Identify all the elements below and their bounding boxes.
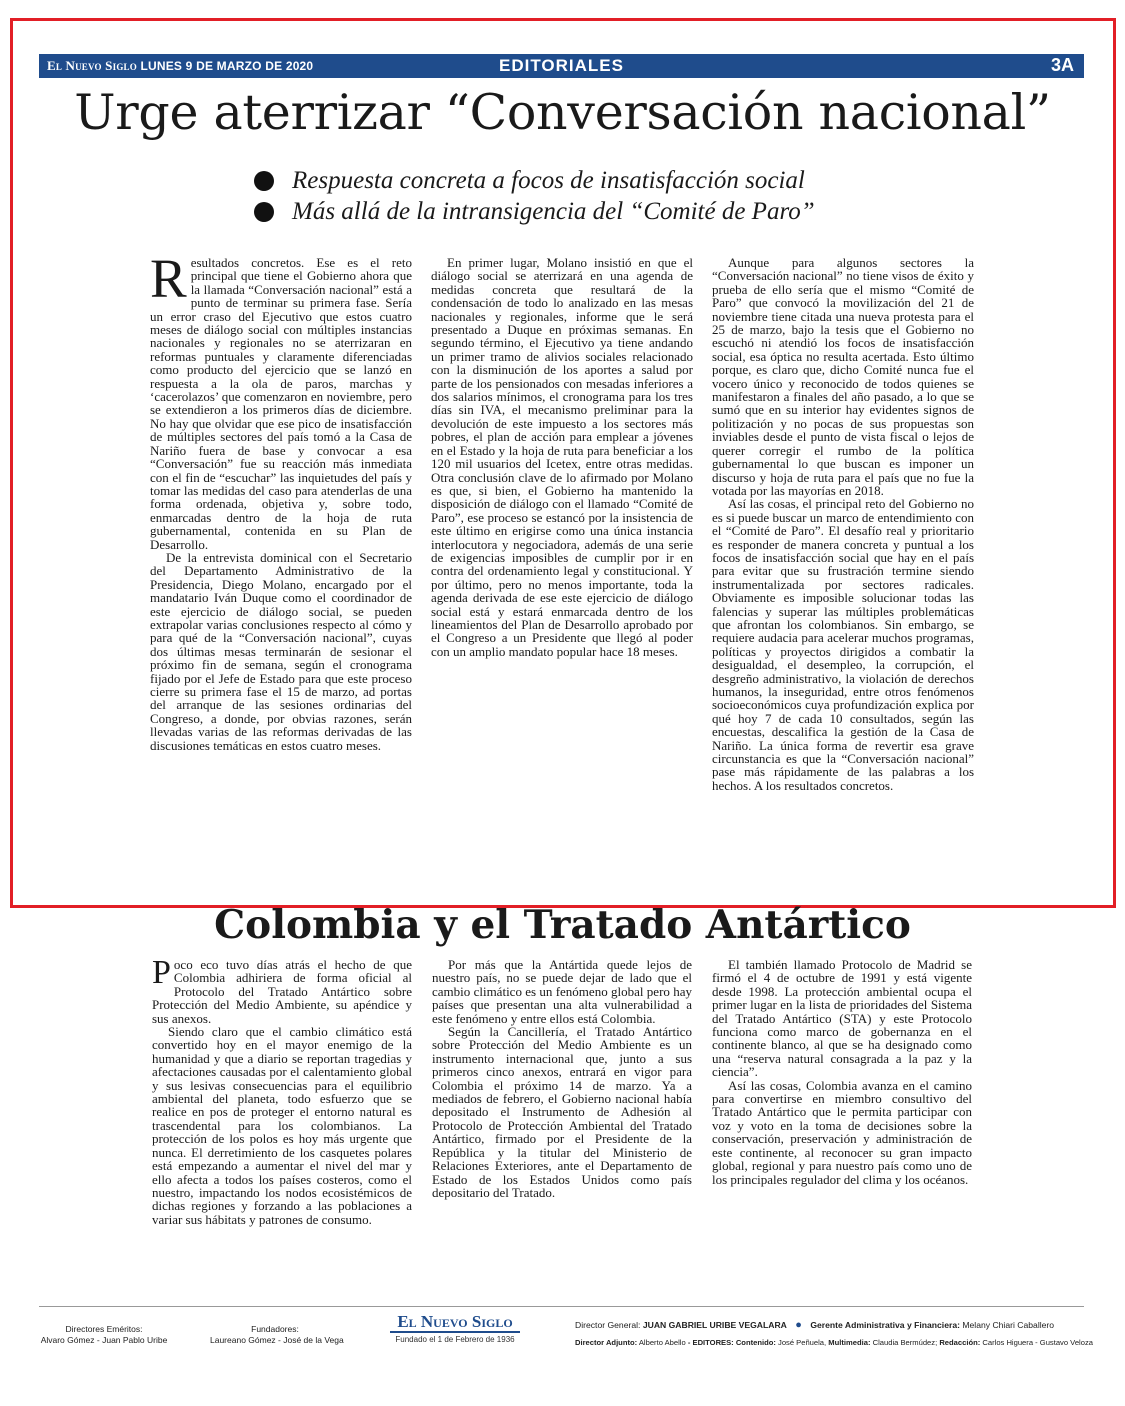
- multimedia-label: Multimedia:: [828, 1338, 871, 1347]
- editores-contenido: José Peñuela,: [778, 1338, 827, 1347]
- emeritos-label: Directores Eméritos:: [65, 1324, 143, 1334]
- fundadores-label: Fundadores:: [251, 1324, 299, 1334]
- paragraph-text: esultados concretos. Ese es el reto principal que tiene el Gobierno ahora que la llamada “Conversación nacional” está a punto de terminar su primera fase. Sería un error craso del Ejecutivo que estos cuatro meses de diálogo social con múltiples instancias nacionales y regionales no se aterrizaran en reformas puntuales y claramente diferenciadas como producto del ejercicio que se lanzó en respuesta a la ola de paros, marchas y ‘cacerolazos’ que comenzaron en noviembre, pero se extendieron a los primeros días de diciembre. No hay que olvidar que ese pico de insatisfacción de múltiples sectores del país tomó a la Casa de Nariño fuera de base y convocar a esa “Conversación” fue su reacción más inmediata con el fin de “escuchar” las inquietudes del país y tomar las medidas del caso para atenderlas de una forma ordenada, objetiva y, sobre todo, enmarcadas dentro de la hoja de ruta gubernamental, contenida en su Plan de Desarrollo.: [150, 255, 412, 552]
- masthead-date: LUNES 9 DE MARZO DE 2020: [140, 59, 314, 73]
- footer-rule: [39, 1306, 1084, 1307]
- redaccion-names: Carlos Higuera - Gustavo Veloza: [982, 1338, 1093, 1347]
- fundadores-names: Laureano Gómez - José de la Vega: [210, 1335, 344, 1345]
- staff-line-2: [575, 1334, 1093, 1351]
- paragraph: En primer lugar, Molano insistió en que el diálogo social se aterrizará en una agenda de medidas concreta que resultará de la condensación de todo lo analizado en las mesas nacionales y regionales, informe que le será presentado a Duque en próximas semanas. En segundo término, el Ejecutivo ya tiene andando un primer tramo de alivios sociales relacionado con la disminución de los aportes a salud por parte de los pensionados con mesadas inferiores a dos salarios mínimos, el cronograma para los tres días sin IVA, el mecanismo preliminar para la devolución de este impuesto a los sectores más pobres, el plan de acción para emplear a jóvenes en el Estado y la hoja de ruta para beneficiar a los 120 mil usuarios del Icetex, entre otras medidas. Otra conclusión clave de lo afirmado por Molano es que, si bien, el Gobierno ha mantenido la disposición de diálogo con el llamado “Comité de Paro”, ese proceso se estancó por la insistencia de este último en erigirse como una única instancia interlocutora y negociadora, además de una serie de exigencias imposibles de cumplir por ir en contra del ordenamiento legal y constitucional. Y por último, pero no menos importante, toda la agenda derivada de ese este ejercicio de diálogo social está y estará enmarcada dentro de los lineamientos del Plan de Desarrollo aprobado por el Congreso a un Presidente que llegó al poder con un amplio mandato popular hace 18 meses.: [431, 255, 693, 659]
- editorial1-decks: [254, 165, 954, 227]
- separator-dot-icon: ●: [795, 1319, 802, 1331]
- deck-line: [254, 196, 954, 227]
- editorial1-column-2: [431, 256, 693, 658]
- bullet-icon: [254, 202, 274, 222]
- staff-line-1: [575, 1317, 1085, 1334]
- deck-text: Respuesta concreta a focos de insatisfacción social: [292, 167, 805, 194]
- bullet-icon: [254, 171, 274, 191]
- dropcap: R: [150, 248, 187, 309]
- multimedia-name: Claudia Bermúdez;: [872, 1338, 938, 1347]
- editorial2-column-2: [432, 958, 692, 1199]
- paragraph: Según la Cancillería, el Tratado Antártico sobre Protección del Medio Ambiente es un instrumento internacional que, junto a sus primeros cinco anexos, entrará en vigor para Colombia el próximo 14 de marzo. Ya a mediados de febrero, el Gobierno nacional había depositado el Instrumento de Adhesión al Protocolo de Protección Ambiental del Tratado Antártico, firmado por el Presidente de la República y la titular del Ministerio de Relaciones Exteriores, ante el Departamento de Estado de los Estados Unidos como país depositario del Tratado.: [432, 1024, 692, 1200]
- section-name: EDITORIALES: [499, 56, 624, 75]
- footer-logo: [390, 1313, 520, 1344]
- founded-text: Fundado el 1 de Febrero de 1936: [395, 1335, 515, 1344]
- paragraph: Siendo claro que el cambio climático está convertido hoy en el mayor enemigo de la humanidad y que a diario se reportan tragedias y afectaciones causadas por el calentamiento global y sus lesivas consecuencias para el equilibrio ambiental del planeta, todo esfuerzo que se realice en pos de proteger el entorno natural es trascendental para los colombianos. La protección de los polos es hoy más urgente que nunca. El derretimiento de los casquetes polares está empezando a aumentar el nivel del mar y ello afecta a todos los países costeros, como el nuestro, impactando los nodos ecosistémicos de dichas regiones y forzando a las poblaciones a variar sus hábitats y patrones de consumo.: [152, 1024, 412, 1227]
- masthead: [39, 54, 1084, 78]
- paragraph: Aunque para algunos sectores la “Conversación nacional” no tiene visos de éxito y prueba de ello sería que el mismo “Comité de Paro” que convocó la movilización del 21 de noviembre tiene citada una nueva protesta para el 25 de marzo, bajo la tesis que el Gobierno no escuchó ni atendió los focos de insatisfacción social, esa óptica no resulta acertada. Esto último porque, es claro que, dicho Comité nunca fue el vocero único y reconocido de todos quienes se manifestaron a finales del año pasado, a lo que se sumó que en su interior hay evidentes signos de politización y no pocas de sus propuestas son inviables desde el punto de vista fiscal o lejos de querer corregir el rumbo de la política gubernamental lo que buscan es imponer un discurso y hoja de ruta para el país que no fue la votada por las mayorías en 2018.: [712, 255, 974, 498]
- paragraph: [152, 954, 412, 1026]
- paragraph: Así las cosas, el principal reto del Gobierno no es si puede buscar un marco de entendimiento con el “Comité de Paro”. El desafío real y prioritario es responder de manera concreta y puntual a los focos de insatisfacción social que hay en el país para evitar que su frustración termine siendo instrumentalizada por sectores radicales. Obviamente es imposible solucionar todas las falencias y superar las múltiples problemáticas que afrontan los colombianos. Sin embargo, se requiere audacia para acelerar muchos programas, políticas y proyectos dirigidos a combatir la desigualdad, el desempleo, la corrupción, el desgreño administrativo, la violación de derechos humanos, la inseguridad, entre otros fenómenos socioeconómicos cuya profundización explica por qué hoy 7 de cada 10 consultados, según las encuestas, descalifica la gestión de la Casa de Nariño. La única forma de revertir esa grave circunstancia es que la “Conversación nacional” pase más rápidamente de las palabras a los hechos. A los resultados concretos.: [712, 496, 974, 793]
- logo-text: El Nuevo Siglo: [390, 1313, 520, 1333]
- director-adjunto-name: Alberto Abello: [638, 1338, 686, 1347]
- paragraph: Así las cosas, Colombia avanza en el camino para convertirse en miembro consultivo del Tratado Antártico que le permita participar con voz y voto en la toma de decisiones sobre la conservación, preservación y administración de este continente, al reconocer su gran impacto global, regional y para nuestro país como uno de los principales regulador del clima y los océanos.: [712, 1077, 972, 1187]
- paragraph: De la entrevista dominical con el Secretario del Departamento Administrativo de la Presidencia, Diego Molano, encargado por el mandatario Iván Duque como el coordinador de este ejercicio de diálogo social, se pueden extrapolar varias conclusiones respecto al cómo y para qué de la “Conversación nacional”, cuyas dos últimas mesas terminarán de sesionar el próximo fin de semana, según el cronograma fijado por el Jefe de Estado para que este proceso cierre su primera fase el 15 de marzo, ad portas del arranque de las sesiones ordinarias del Congreso, a donde, por obvias razones, serán llevadas varias de las reformas derivadas de las discusiones temáticas en estos cuatro meses.: [150, 549, 412, 753]
- gerente-label: Gerente Administrativa y Financiera:: [810, 1320, 960, 1330]
- emeritos-names: Alvaro Gómez - Juan Pablo Uribe: [40, 1335, 168, 1345]
- paragraph: El también llamado Protocolo de Madrid se firmó el 4 de octubre de 1991 y está vigente desde 1998. La protección ambiental ocupa el primer lugar en la lista de prioridades del Sistema del Tratado Antártico (STA) y este Protocolo funciona como marco de gobernanza en el continente blanco, al que se ha designado como una “reserva natural consagrada a la paz y la ciencia”.: [712, 957, 972, 1080]
- editorial2-title: Colombia y el Tratado Antártico: [214, 902, 911, 948]
- editores-label: - EDITORES: Contenido:: [687, 1338, 776, 1347]
- paragraph: Por más que la Antártida quede lejos de nuestro país, no se puede dejar de lado que el cambio climático es un fenómeno global pero hay países que presentan una alta vulnerabilidad a este fenómeno y entre ellos está Colombia.: [432, 957, 692, 1026]
- footer-emeritos: [39, 1324, 169, 1346]
- director-adjunto-label: Director Adjunto:: [575, 1338, 638, 1347]
- footer-fundadores: [210, 1324, 344, 1346]
- dropcap: P: [152, 954, 171, 991]
- page-number: 3A: [1050, 55, 1074, 75]
- director-general-name: JUAN GABRIEL URIBE VEGALARA: [642, 1320, 787, 1330]
- editorial1-title: Urge aterrizar “Conversación nacional”: [74, 84, 1051, 141]
- gerente-name: Melany Chiari Caballero: [962, 1320, 1055, 1330]
- editorial1-column-1: [150, 248, 412, 753]
- editorial2-column-3: [712, 958, 972, 1186]
- editorial2-column-1: [152, 954, 412, 1227]
- redaccion-label: Redacción:: [939, 1338, 981, 1347]
- masthead-brand: El Nuevo Siglo: [47, 58, 137, 73]
- director-general-label: Director General:: [575, 1320, 641, 1330]
- footer-staff: [575, 1317, 1093, 1351]
- deck-text: Más allá de la intransigencia del “Comité de Paro”: [292, 198, 815, 225]
- paragraph-text: oco eco tuvo días atrás el hecho de que Colombia adhiriera de forma oficial al Protocolo del Tratado Antártico sobre Protección del Medio Ambiente, su apéndice y sus anexos.: [152, 957, 412, 1026]
- deck-line: [254, 165, 954, 196]
- paragraph: [150, 248, 412, 552]
- editorial1-column-3: [712, 256, 974, 792]
